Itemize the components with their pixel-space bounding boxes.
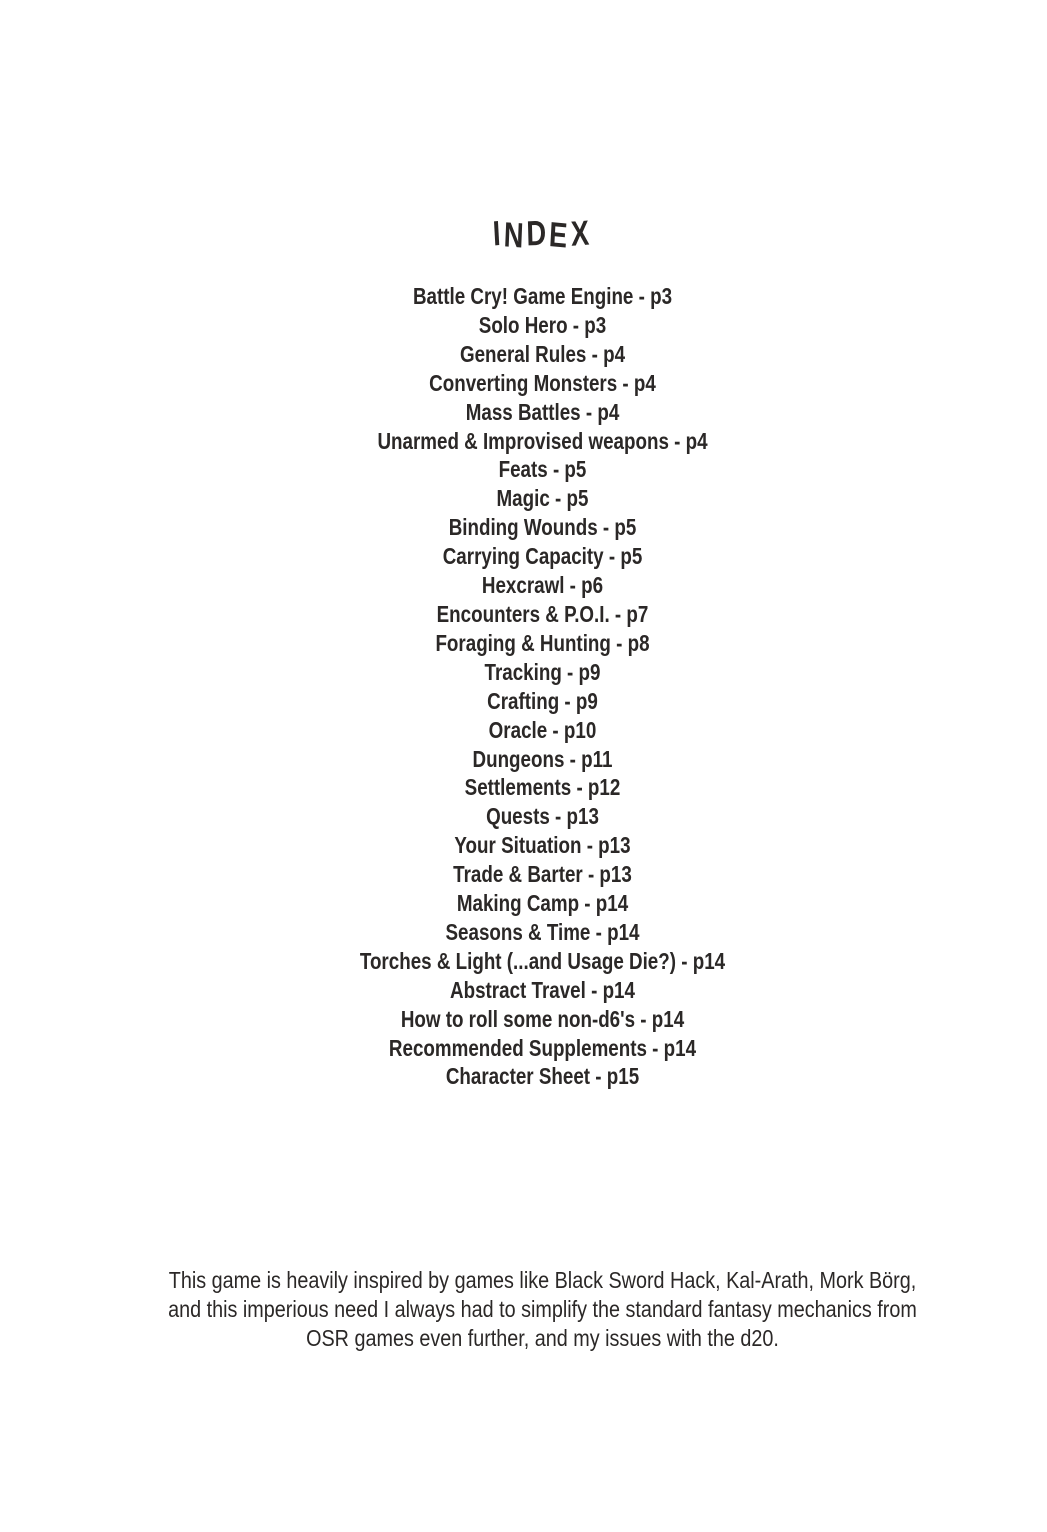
index-entry: Feats - p5 (498, 456, 587, 483)
index-entry: Dungeons - p11 (472, 745, 613, 772)
index-entry: General Rules - p4 (459, 340, 626, 367)
index-entry: Unarmed & Improvised weapons - p4 (377, 427, 708, 454)
index-entry: Carrying Capacity - p5 (442, 543, 643, 570)
index-entry: Character Sheet - p15 (445, 1063, 640, 1090)
index-entry: Binding Wounds - p5 (448, 514, 637, 541)
index-entry: Solo Hero - p3 (478, 311, 607, 338)
index-entry: Battle Cry! Game Engine - p3 (412, 283, 673, 309)
index-entry: Hexcrawl - p6 (481, 572, 604, 599)
index-entry: How to roll some non-d6's - p14 (400, 1005, 685, 1032)
index-entry: Your Situation - p13 (454, 832, 631, 859)
footer-line: OSR games even further, and my issues with the d20. (306, 1325, 779, 1351)
index-entry: Tracking - p9 (484, 658, 601, 685)
index-entry: Magic - p5 (496, 485, 589, 512)
index-entry: Torches & Light (...and Usage Die?) - p14 (359, 947, 726, 974)
index-entry: Converting Monsters - p4 (429, 369, 656, 396)
footer-note (109, 1266, 977, 1353)
index-entry: Recommended Supplements - p14 (388, 1034, 697, 1061)
footer-line: This game is heavily inspired by games like Black Sword Hack, Kal-Arath, Mork Börg, (168, 1267, 917, 1293)
index-entry: Trade & Barter - p13 (453, 861, 632, 888)
index-entry: Seasons & Time - p14 (445, 918, 640, 945)
index-entry: Encounters & P.O.I. - p7 (436, 600, 649, 627)
index-entry: Oracle - p10 (488, 716, 597, 743)
index-entry: Settlements - p12 (464, 774, 621, 801)
index-entry: Abstract Travel - p14 (450, 976, 635, 1003)
index-entry: Crafting - p9 (487, 687, 598, 714)
index-entry: Mass Battles - p4 (465, 398, 620, 425)
index-entry: Quests - p13 (486, 803, 599, 830)
index-list (139, 282, 946, 1091)
index-entry: Making Camp - p14 (456, 890, 629, 917)
index-entry: Foraging & Hunting - p8 (435, 629, 650, 656)
page-title: INDEX (491, 213, 593, 256)
footer-line: and this imperious need I always had to simplify the standard fantasy mechanics from (168, 1296, 917, 1322)
